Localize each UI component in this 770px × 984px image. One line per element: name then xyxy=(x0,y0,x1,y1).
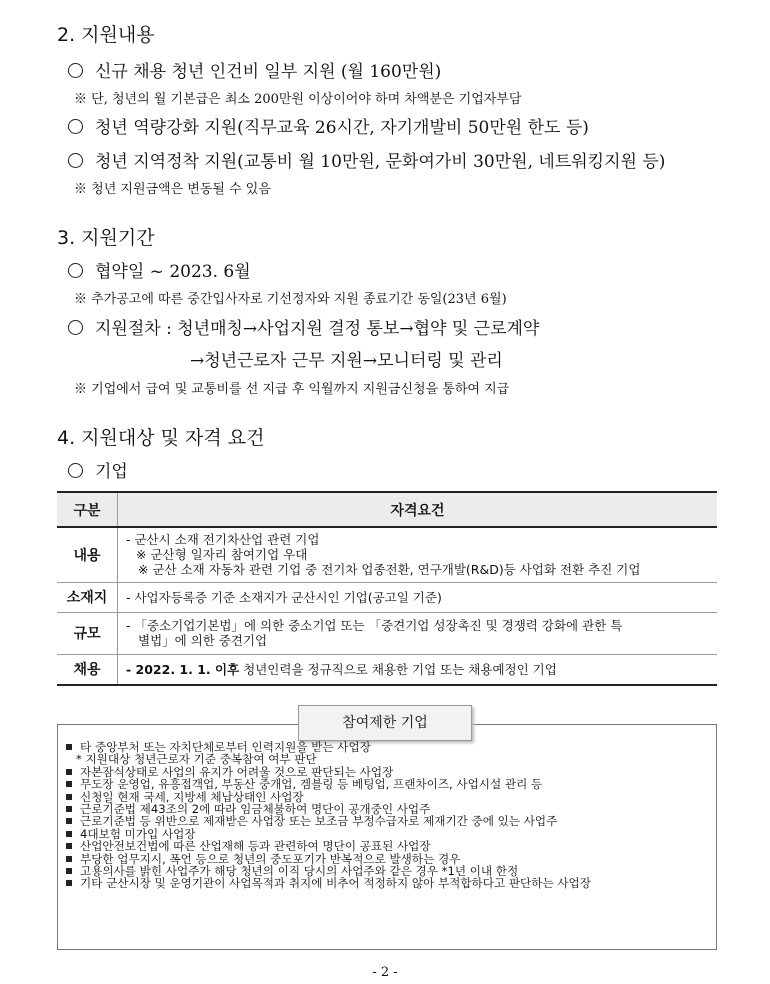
restriction-box-title: 참여제한 기업 xyxy=(298,705,472,741)
row-label: 채용 xyxy=(57,654,118,685)
bullet-item xyxy=(68,147,665,172)
circle-bullet-icon xyxy=(68,119,83,134)
bullet-item xyxy=(68,457,128,482)
section-title-4: 4. 지원대상 및 자격 요건 xyxy=(57,427,265,449)
row-text: 청년인력을 정규직으로 채용한 기업 또는 채용예정인 기업 xyxy=(239,661,557,677)
list-item-text: 근로기준법 등 위반으로 제재받은 사업장 또는 보조금 부정수급자로 제재기간 중에 있는 사업주 xyxy=(80,814,558,829)
square-bullet-icon xyxy=(66,880,72,886)
table-header-requirements: 자격요건 xyxy=(118,492,718,527)
table-row xyxy=(57,612,717,654)
row-date: - 2022. 1. 1. 이후 xyxy=(126,661,240,677)
row-label: 내용 xyxy=(57,527,118,582)
row-line: ※ 군산 소재 자동차 관련 기업 중 전기차 업종전환, 연구개발(R&D)등 사업화 전환 추진 기업 xyxy=(138,562,641,578)
row-value: - 사업자등록증 기준 소재지가 군산시인 기업(공고일 기준) xyxy=(118,582,718,612)
circle-bullet-icon xyxy=(68,63,83,78)
table-row xyxy=(57,654,717,685)
square-bullet-icon xyxy=(66,744,72,750)
bullet-continuation: →청년근로자 근무 지원→모니터링 및 관리 xyxy=(190,351,503,371)
bullet-text: 지원절차 : 청년매칭→사업지원 결정 통보→협약 및 근로계약 xyxy=(95,319,540,339)
square-bullet-icon xyxy=(66,794,72,800)
restriction-list xyxy=(66,741,591,890)
square-bullet-icon xyxy=(66,868,72,874)
bullet-text: 신규 채용 청년 인건비 일부 지원 (월 160만원) xyxy=(95,62,442,82)
section-title-2: 2. 지원내용 xyxy=(57,24,155,46)
row-line: ※ 군산형 일자리 참여기업 우대 xyxy=(136,547,308,563)
list-item-text: 자본잠식상태로 사업의 유지가 어려울 것으로 판단되는 사업장 xyxy=(80,764,394,779)
section-title-3: 3. 지원기간 xyxy=(57,227,155,249)
row-line: - 「중소기업기본법」에 의한 중소기업 또는 「중견기업 성장촉진 및 경쟁력 강화에 관한 특 xyxy=(126,618,623,633)
square-bullet-icon xyxy=(66,818,72,824)
row-label: 규모 xyxy=(57,612,118,654)
bullet-text: 기업 xyxy=(95,462,128,482)
eligibility-table xyxy=(57,491,717,686)
row-value xyxy=(118,654,718,685)
list-item-text: 신청일 현재 국세, 지방세 체납상태인 사업장 xyxy=(80,789,304,804)
list-item-text: 근로기준법 제43조의 2에 따라 임금체불하여 명단이 공개중인 사업주 xyxy=(80,802,431,817)
square-bullet-icon xyxy=(66,781,72,787)
circle-bullet-icon xyxy=(68,153,83,168)
square-bullet-icon xyxy=(66,806,72,812)
bullet-item xyxy=(68,57,441,82)
row-line: - 군산시 소재 전기차산업 관련 기업 xyxy=(126,532,320,548)
bullet-item xyxy=(68,314,539,339)
list-item-sub: * 지원대상 청년근로자 기준 중복참여 여부 판단 xyxy=(76,752,317,767)
square-bullet-icon xyxy=(66,856,72,862)
list-item-text: 부당한 업무지시, 폭언 등으로 청년의 중도포기가 반복적으로 발생하는 경우 xyxy=(80,851,461,866)
list-item-text: 무도장 운영업, 유흥접객업, 부동산 중개업, 겜블링 등 베팅업, 프랜차이즈, 사업시설 관리 등 xyxy=(80,777,543,792)
circle-bullet-icon xyxy=(68,463,83,478)
list-item-text: 타 중앙부처 또는 자치단체로부터 인력지원을 받는 사업장 xyxy=(80,740,371,754)
square-bullet-icon xyxy=(66,843,72,849)
row-label: 소재지 xyxy=(57,582,118,612)
square-bullet-icon xyxy=(66,769,72,775)
list-item-text: 기타 군산시장 및 운영기관이 사업목적과 취지에 비추어 적정하지 않아 부적합하다고 판단하는 사업장 xyxy=(80,876,591,891)
note: ※ 추가공고에 따른 중간입사자로 기선정자와 지원 종료기간 동일(23년 6월) xyxy=(74,292,507,307)
table-header-row xyxy=(57,492,717,527)
table-header-category: 구분 xyxy=(57,492,118,527)
list-item-text: 4대보험 미가입 사업장 xyxy=(80,826,196,841)
row-line: 별법」에 의한 중견기업 xyxy=(138,633,268,648)
bullet-text: 청년 지역정착 지원(교통비 월 10만원, 문화여가비 30만원, 네트워킹지원 등) xyxy=(95,152,666,172)
table-row xyxy=(57,582,717,612)
table-row xyxy=(57,527,717,582)
circle-bullet-icon xyxy=(68,263,83,278)
square-bullet-icon xyxy=(66,831,72,837)
bullet-item xyxy=(68,257,251,282)
bullet-text: 청년 역량강화 지원(직무교육 26시간, 자기개발비 50만원 한도 등) xyxy=(95,118,589,138)
note: ※ 청년 지원금액은 변동될 수 있음 xyxy=(74,182,271,197)
note: ※ 단, 청년의 월 기본급은 최소 200만원 이상이어야 하며 차액분은 기업자부담 xyxy=(74,92,522,107)
list-item xyxy=(66,877,591,889)
bullet-item xyxy=(68,113,589,138)
row-value xyxy=(118,612,718,654)
row-value xyxy=(118,527,718,582)
circle-bullet-icon xyxy=(68,320,83,335)
note: ※ 기업에서 급여 및 교통비를 선 지급 후 익월까지 지원금신청을 통하여 지급 xyxy=(74,382,510,397)
bullet-text: 협약일 ~ 2023. 6월 xyxy=(95,262,251,282)
page-number: - 2 - xyxy=(372,965,398,980)
list-item-text: 고용의사를 밝힌 사업주가 해당 청년의 이직 당시의 사업주와 같은 경우 *1년 이내 한정 xyxy=(80,864,519,879)
list-item-text: 산업안전보건법에 따른 산업재해 등과 관련하여 명단이 공표된 사업장 xyxy=(80,839,431,854)
